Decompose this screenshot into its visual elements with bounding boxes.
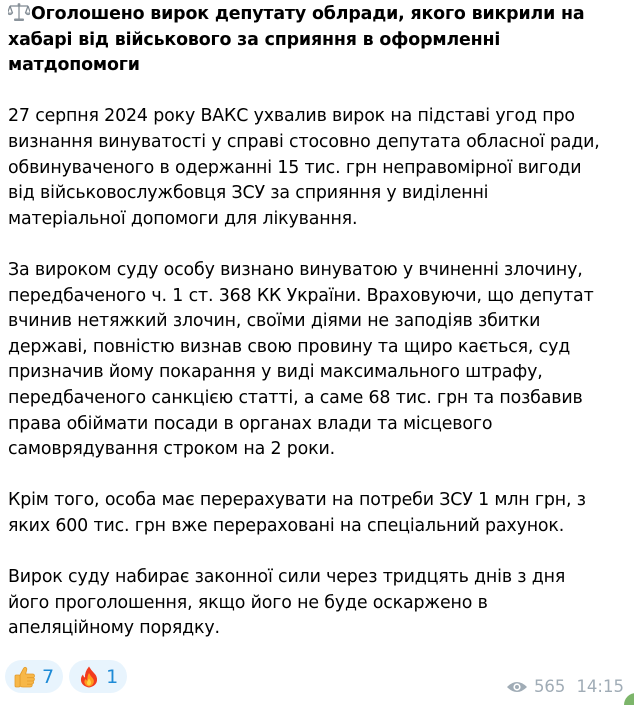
thumbs-up-icon: [13, 665, 37, 689]
message-text: [8, 2, 630, 642]
paragraph-verdict-date: 27 серпня 2024 року ВАКС ухвалив вирок на підставі угод про визнання винуватості у справі стосовно депутата обласної ради, обвинуваченого в одержанні 15 тис. грн неправомірної вигоди від військовослужбовця ЗСУ за сприяння у виділенні матеріальної допомоги для лікування.: [8, 106, 600, 229]
eye-icon: [506, 680, 528, 694]
message-meta: [506, 677, 624, 696]
paragraph-transfer: Крім того, особа має перерахувати на потреби ЗСУ 1 млн грн, з яких 600 тис. грн вже перераховані на спеціальний рахунок.: [8, 490, 586, 536]
reaction-thumbs-up[interactable]: [5, 660, 63, 693]
post-title: [8, 2, 630, 79]
reaction-count: 1: [106, 665, 119, 688]
paragraph-sentence: За вироком суду особу визнано винуватою у вчиненні злочину, передбаченого ч. 1 ст. 368 КК України. Враховуючи, що депутат вчинив нетяжкий злочин, своїми діями не заподіяв збитки державі, повністю визнав свою провину та щиро кається, суд призначив йому покарання у виді максимального штрафу, передбаченого санкцією статті, а саме 68 тис. грн та позбавив права обіймати посади в органах влади та місцевого самоврядування строком на 2 роки.: [8, 259, 594, 460]
fire-icon: [77, 665, 101, 689]
paragraph-legal-force: Вирок суду набирає законної сили через тридцять днів з дня його проголошення, якщо його не буде оскаржено в апеляційному порядку.: [8, 567, 566, 639]
title-line: хабарі від військового за сприяння в оформленні: [8, 29, 501, 50]
message-time: 14:15: [576, 677, 624, 696]
reaction-fire[interactable]: [69, 660, 127, 693]
bubble-corner: [624, 693, 634, 705]
reactions-bar: [5, 660, 127, 693]
title-line: матдопомоги: [8, 55, 140, 76]
title-line: Оголошено вирок депутату облради, якого викрили на: [8, 2, 630, 28]
reaction-count: 7: [42, 665, 55, 688]
view-count: 565: [533, 677, 566, 696]
scales-icon: [8, 2, 30, 22]
